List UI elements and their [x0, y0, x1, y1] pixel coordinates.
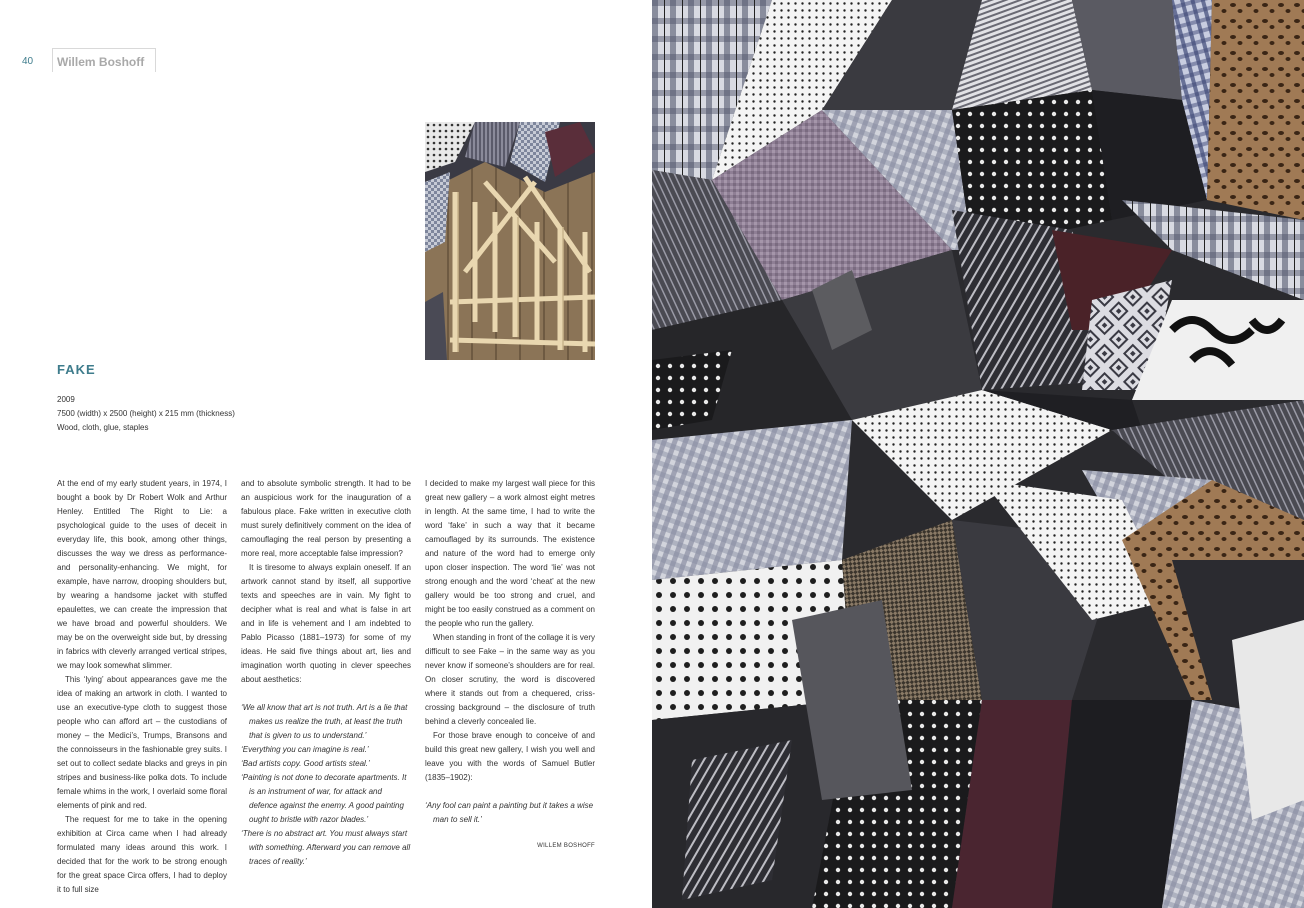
- paragraph: The request for me to take in the opening exhibition at Circa came when I had already formulated many ideas around this work. I decided that for the work to be strong enough for the great space Circa offers, I had to deploy it to full size: [57, 815, 227, 894]
- artwork-title: FAKE: [57, 362, 96, 377]
- artwork-detail-photo: [425, 122, 595, 360]
- paragraph: At the end of my early student years, in 1974, I bought a book by Dr Robert Wolk and Arthur Henley. Entitled The Right to Lie: a psychological guide to the uses of deceit in everyday life, this book, among other things, discusses the way we dress as performance- and personality-enhancing. We might, for example, have narrow, drooping shoulders but, by wearing a handsome jacket with stuffed epaulettes, we can create the impression that we have broad and powerful shoulders. We may be on the overweight side but, by dressing in fabrics with cleverly arranged vertical stripes, we may look somewhat slimmer.: [57, 479, 227, 670]
- wood-frame-fabric-image: [425, 122, 595, 360]
- quote: ‘Painting is not done to decorate apartments. It is an instrument of war, for attack and defence against the enemy. A good painting ought to bristle with razor blades.’: [241, 773, 407, 824]
- paragraph: This ‘lying’ about appearances gave me the idea of making an artwork in cloth. I wanted to use an executive-type cloth to suggest those people who can afford art – the custodians of money – the Medici’s, Trumps, Bransons and the connoisseurs in the fashionable grey suits. I set out to collect sedate blacks and greys in pin stripes and business-like polka dots. To include female whims in the work, I overlaid some floral elements of pink and red.: [57, 675, 227, 810]
- spacer: [425, 785, 595, 799]
- quote: ‘There is no abstract art. You must always start with something. Afterward you can remove all traces of reality.’: [241, 829, 411, 866]
- closing-quote: ‘Any fool can paint a painting but it takes a wise man to sell it.’: [425, 801, 594, 824]
- paragraph: It is tiresome to always explain oneself. If an artwork cannot stand by itself, all supportive texts and speeches are in vain. My fight to decipher what is real and what is false in art and in life is vehement and I am indebted to Pablo Picasso (1881–1973) for some of my ideas. He said five things about art, lies and imagination worth quoting in clever speeches about aesthetics:: [241, 563, 411, 684]
- paragraph: When standing in front of the collage it is very difficult to see Fake – in the same way as you never know if someone’s shoulders are for real. On closer scrutiny, the word is discovered where it stands out from a chequered, criss-crossing background – the disclosure of truth behind a cleverly concealed lie.: [425, 633, 595, 726]
- artwork-year: 2009: [57, 395, 75, 404]
- spacer: [241, 687, 411, 701]
- quote: ‘Bad artists copy. Good artists steal.’: [241, 759, 370, 768]
- author-signature: WILLEM BOSHOFF: [537, 843, 595, 849]
- page-number: 40: [22, 56, 34, 67]
- running-head: [52, 48, 156, 72]
- artwork-meta: [57, 393, 235, 435]
- text-column-3: [425, 477, 595, 827]
- fabric-collage-image: [652, 0, 1304, 908]
- right-page-artwork-photo: [652, 0, 1304, 908]
- text-column-1: [57, 477, 227, 897]
- text-column-2: [241, 477, 411, 869]
- artwork-materials: Wood, cloth, glue, staples: [57, 423, 149, 432]
- quote: ‘We all know that art is not truth. Art is a lie that makes us realize the truth, at least the truth that is given to us to understand.’: [241, 703, 408, 740]
- paragraph: I decided to make my largest wall piece for this great new gallery – a work almost eight metres in length. At the same time, I had to write the word ‘fake’ in such a way that it became camouflaged by its surrounds. The existence and nature of the word had to emerge only upon closer inspection. The word ‘lie’ was not strong enough and the word ‘cheat’ at the new gallery would be too strong and cruel, and might be too easily construed as a comment on the people who run the gallery.: [425, 479, 595, 628]
- running-head-title: Willem Boshoff: [57, 55, 145, 69]
- artwork-dimensions: 7500 (width) x 2500 (height) x 215 mm (thickness): [57, 409, 235, 418]
- paragraph: For those brave enough to conceive of and build this great new gallery, I wish you well and leave you with the words of Samuel Butler (1835–1902):: [425, 731, 595, 782]
- quote: ‘Everything you can imagine is real.’: [241, 745, 369, 754]
- paragraph: and to absolute symbolic strength. It had to be an auspicious work for the inauguration of a fabulous place. Fake written in executive cloth must surely definitively comment on the idea of camouflaging the real person by presenting a more real, more acceptable false impression?: [241, 479, 411, 558]
